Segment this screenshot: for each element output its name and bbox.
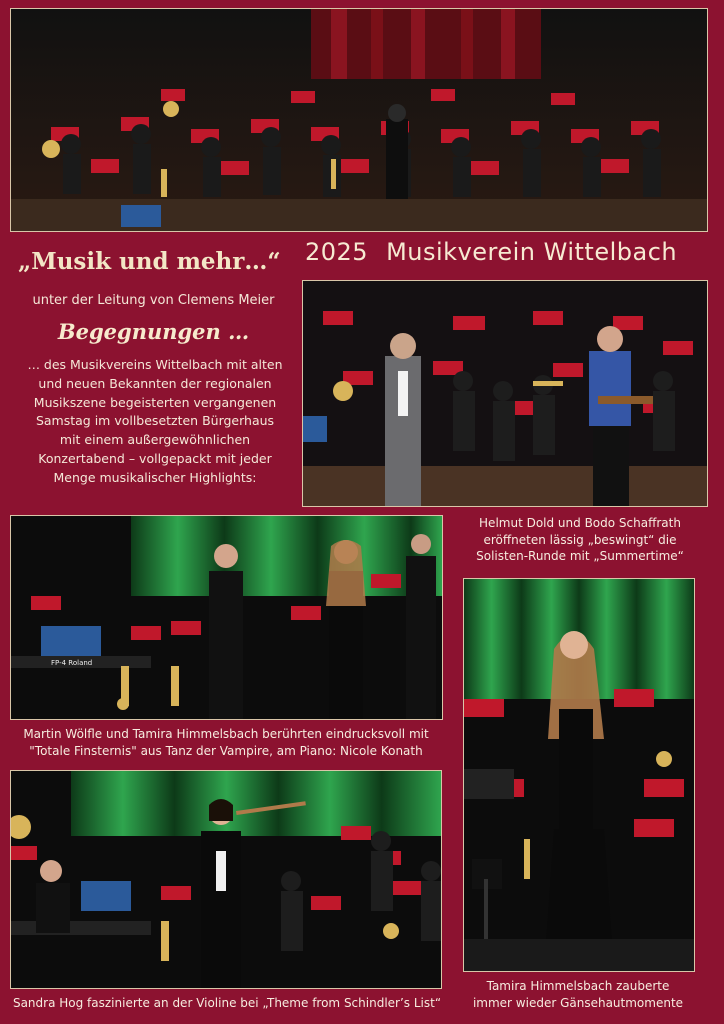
caption-line: immer wieder Gänsehautmomente bbox=[472, 995, 684, 1010]
intro-text-line: … des Musikvereins Wittelbach mit alten bbox=[27, 357, 283, 372]
club-name: Musikverein Wittelbach bbox=[386, 238, 678, 266]
caption-line: Martin Wölfle und Tamira Himmelsbach berührten eindrucksvoll mit bbox=[23, 727, 429, 741]
caption-line: Sandra Hog faszinierte an der Violine bei „Theme from Schindler’s List“ bbox=[12, 996, 442, 1010]
photo-martin-tamira bbox=[10, 515, 443, 720]
caption-line: "Totale Finsternis" aus Tanz der Vampire, am Piano: Nicole Konath bbox=[29, 743, 423, 758]
photo-helmut-bodo bbox=[302, 280, 708, 507]
keyboard-label: FP-4 Roland bbox=[51, 659, 93, 667]
concert-year: 2025 bbox=[305, 238, 369, 266]
tamira-image bbox=[464, 579, 694, 971]
year-club-line bbox=[305, 238, 710, 266]
intro-text-line: Musikszene begeisterten vergangenen bbox=[33, 394, 277, 410]
subheading: Begegnungen … bbox=[57, 319, 250, 344]
intro-text bbox=[12, 356, 298, 488]
caption-helmut-bodo bbox=[440, 515, 720, 565]
photo-tamira bbox=[463, 578, 695, 972]
photo-sandra bbox=[10, 770, 442, 989]
caption-line: eröffneten lässig „beswingt“ die bbox=[483, 532, 677, 547]
concert-heading: „Musik und mehr…“ bbox=[18, 248, 281, 275]
intro-text-line: Menge musikalischer Highlights: bbox=[53, 469, 257, 485]
intro-text-line: Konzertabend – vollgepackt mit jeder bbox=[38, 450, 272, 466]
caption-line: Tamira Himmelsbach zauberte bbox=[486, 979, 670, 993]
caption-line: Helmut Dold und Bodo Schaffrath bbox=[479, 516, 681, 530]
orchestra-overview-image bbox=[11, 9, 707, 231]
sandra-image bbox=[11, 771, 441, 988]
caption-tamira bbox=[456, 978, 700, 1011]
caption-martin-tamira bbox=[4, 726, 448, 759]
intro-text-line: und neuen Bekannten der regionalen bbox=[38, 375, 272, 391]
caption-sandra bbox=[4, 995, 450, 1012]
martin-tamira-image bbox=[11, 516, 442, 719]
intro-text-line: mit einem außergewöhnlichen bbox=[59, 432, 251, 448]
helmut-bodo-image bbox=[303, 281, 707, 506]
photo-orchestra-overview bbox=[10, 8, 708, 232]
intro-text-line: Samstag im vollbesetzten Bürgerhaus bbox=[35, 413, 275, 429]
caption-line: Solisten-Runde mit „Summertime“ bbox=[476, 549, 684, 563]
conductor-line: unter der Leitung von Clemens Meier bbox=[32, 293, 275, 308]
